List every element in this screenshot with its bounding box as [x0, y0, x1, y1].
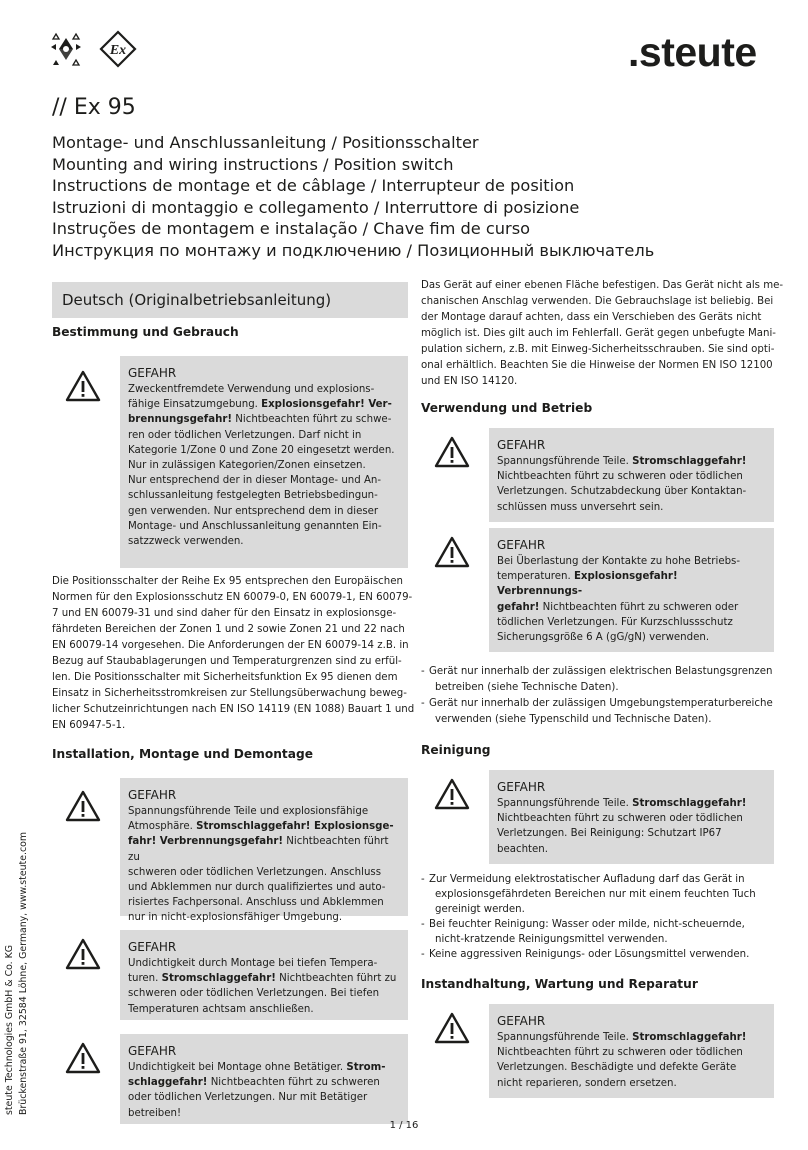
warning-text: turen.: [128, 973, 162, 985]
warning-content: [120, 930, 408, 1020]
warning-emphasis: Stromschlaggefahr!: [632, 798, 747, 809]
warning-text: Nichtbeachten führt zu: [275, 973, 397, 985]
warning-text: Nichtbeachten führt zu schweren: [207, 1077, 380, 1089]
warning-text: schweren oder tödlichen Verletzungen. Anschluss: [128, 866, 382, 878]
warning-text: schweren oder tödlichen Verletzungen. Bei tiefen: [128, 988, 380, 1000]
title-de: Montage- und Anschlussanleitung / Positionsschalter: [52, 133, 479, 152]
warning-triangle-icon: [434, 1012, 470, 1044]
warning-text: gen verwenden. Nur entsprechend dem in dieser: [128, 505, 379, 517]
warning-title: GEFAHR: [128, 1044, 177, 1058]
body-text: und EN ISO 14120.: [421, 376, 518, 387]
body-text: möglich ist. Dies gilt auch im Fehlerfall. Gerät gegen unbefugte Mani-: [421, 328, 776, 339]
body-text: pulation sichern, z.B. mit Einweg-Sicherheitsschrauben. Sie sind opti-: [421, 344, 775, 355]
list-text: Keine aggressiven Reinigungs- oder Lösungsmittel verwenden.: [429, 949, 750, 960]
section-title-instandhaltung: Instandhaltung, Wartung und Reparatur: [421, 977, 698, 991]
warning-text: Montage- und Anschlussanleitung genannten Ein-: [128, 520, 382, 532]
svg-text:Ex: Ex: [109, 43, 127, 58]
warning-emphasis: schlaggefahr!: [128, 1077, 208, 1089]
body-text: EN 60079-14 vorgesehen. Die Anforderungen der EN 60079-14 z.B. in: [52, 640, 409, 651]
warning-text: und Abklemmen nur durch qualifiziertes und auto-: [128, 882, 386, 894]
company-address: Brückenstraße 91, 32584 Löhne, Germany, www.steute.com: [18, 832, 29, 1115]
section-title-bestimmung: Bestimmung und Gebrauch: [52, 325, 239, 339]
bullet-dash: -: [421, 949, 425, 960]
warning-text: Spannungsführende Teile.: [497, 798, 633, 809]
list-item: [421, 917, 774, 947]
body-text: 7 und EN 60079-31 und sind daher für den Einsatz in explosionsge-: [52, 608, 397, 619]
title-pt: Instruções de montagem e instalação / Chave fim de curso: [52, 219, 531, 239]
warning-text: Verletzungen. Schutzabdeckung über Kontaktan-: [497, 486, 747, 498]
warning-title: GEFAHR: [128, 940, 177, 954]
warning-content: [120, 356, 408, 568]
warning-text: beachten.: [497, 843, 548, 855]
warning-text: nur in nicht-explosionsfähiger Umgebung.: [128, 912, 343, 924]
list-text: explosionsgefährdeten Bereichen nur mit einem feuchten Tuch: [435, 889, 756, 900]
warning-title: GEFAHR: [497, 1014, 546, 1028]
warning-text: Zweckentfremdete Verwendung und explosions-: [128, 384, 375, 395]
warning-text: Nichtbeachten führt zu schweren oder: [539, 601, 739, 613]
body-text: Das Gerät auf einer ebenen Fläche befestigen. Das Gerät nicht als me-: [421, 280, 784, 291]
warning-box: [421, 428, 774, 522]
body-text: licher Schutzeinrichtungen nach EN ISO 14119 (EN 1088) Bauart 1 und: [52, 704, 415, 715]
warning-box: [52, 778, 408, 924]
warning-text: Sicherungsgröße 6 A (gG/gN) verwenden.: [497, 632, 710, 644]
list-text: Gerät nur innerhalb der zulässigen Umgebungstemperaturbereiche: [429, 698, 773, 709]
list-text: Bei feuchter Reinigung: Wasser oder milde, nicht-scheuernde,: [429, 919, 745, 930]
warning-emphasis: Strom-: [346, 1062, 386, 1073]
warning-emphasis: Stromschlaggefahr! Explosionsge-: [196, 821, 394, 833]
warning-emphasis: brennungsgefahr!: [128, 414, 233, 426]
bullet-dash: -: [421, 698, 425, 709]
warning-box: [421, 528, 774, 652]
warning-text: temperaturen.: [497, 571, 574, 583]
warning-content: [120, 778, 408, 924]
warning-text: ren oder tödlichen Verletzungen. Darf nicht in: [128, 429, 362, 441]
bullet-list: [421, 872, 774, 962]
warning-content: [489, 1004, 774, 1098]
bullet-list: [421, 664, 774, 728]
warning-text: Atmosphäre.: [128, 821, 197, 833]
warning-text: Temperaturen achtsam anschließen.: [128, 1003, 314, 1015]
bullet-dash: -: [421, 919, 425, 930]
warning-text: Nichtbeachten führt zu: [128, 836, 389, 863]
section-title-installation: Installation, Montage und Demontage: [52, 747, 313, 761]
warning-text: schlüssen muss unversehrt sein.: [497, 501, 664, 513]
warning-text: nicht reparieren, sondern ersetzen.: [497, 1077, 677, 1089]
company-name: steute Technologies GmbH & Co. KG: [4, 944, 15, 1115]
warning-emphasis: fahr! Verbrennungsgefahr!: [128, 836, 284, 848]
warning-content: [489, 528, 774, 652]
language-section-header: Deutsch (Originalbetriebsanleitung): [52, 282, 408, 318]
body-text: chanischen Anschlag verwenden. Die Gebrauchslage ist beliebig. Bei: [421, 296, 774, 307]
warning-text: Nichtbeachten führt zu schweren oder tödlichen: [497, 1047, 743, 1059]
warning-triangle-icon: [65, 790, 101, 822]
list-text: nicht-kratzende Reinigungsmittel verwenden.: [435, 934, 668, 945]
brand-logo: .steute: [628, 29, 757, 75]
list-item: [421, 872, 774, 917]
list-item: [421, 947, 774, 962]
warning-text: fähige Einsatzumgebung.: [128, 399, 262, 411]
warning-box: [421, 770, 774, 864]
warning-box: [52, 1034, 408, 1124]
header-icons: [48, 30, 140, 72]
warning-title: GEFAHR: [497, 538, 546, 552]
warning-text: Nichtbeachten führt zu schwe-: [232, 414, 392, 426]
body-text: fährdeten Bereichen der Zonen 1 und 2 sowie Zonen 21 und 22 nach: [52, 624, 405, 635]
title-it: Istruzioni di montaggio e collegamento / Interruttore di posizione: [52, 197, 580, 217]
body-paragraph: [52, 574, 415, 734]
warning-emphasis: gefahr!: [497, 601, 540, 613]
product-name: // Ex 95: [52, 95, 136, 120]
warning-triangle-icon: [65, 1042, 101, 1074]
warning-text: schlussanleitung festgelegten Betriebsbedingun-: [128, 490, 378, 502]
warning-title: GEFAHR: [128, 788, 177, 802]
warning-text: Undichtigkeit bei Montage ohne Betätiger.: [128, 1062, 347, 1073]
body-text: EN 60947-5-1.: [52, 720, 126, 731]
mounting-paragraph: [421, 278, 784, 390]
warning-text: Nichtbeachten führt zu schweren oder tödlichen: [497, 471, 743, 483]
warning-emphasis: Explosionsgefahr! Verbrennungs-: [497, 571, 678, 598]
warning-text: Spannungsführende Teile und explosionsfähige: [128, 806, 369, 817]
bullet-dash: -: [421, 874, 425, 885]
company-footer: [3, 832, 31, 1115]
warning-text: Nur in zulässigen Kategorien/Zonen einsetzen.: [128, 460, 366, 472]
warning-text: Kategorie 1/Zone 0 und Zone 20 eingesetzt werden.: [128, 444, 395, 456]
body-text: Bezug auf Staubablagerungen und Temperaturgrenzen sind zu erfül-: [52, 656, 402, 667]
warning-emphasis: Stromschlaggefahr!: [632, 1032, 747, 1043]
list-text: Gerät nur innerhalb der zulässigen elektrischen Belastungsgrenzen: [429, 666, 773, 677]
warning-text: Nichtbeachten führt zu schweren oder tödlichen: [497, 813, 743, 825]
title-en: Mounting and wiring instructions / Position switch: [52, 154, 454, 174]
section-title-verwendung: Verwendung und Betrieb: [421, 401, 593, 415]
warning-text: tödlichen Verletzungen. Für Kurzschlussschutz: [497, 616, 733, 628]
warning-box: [421, 1004, 774, 1098]
warning-triangle-icon: [434, 778, 470, 810]
list-text: Zur Vermeidung elektrostatischer Aufladung darf das Gerät in: [429, 874, 745, 885]
warning-text: Spannungsführende Teile.: [497, 1032, 633, 1043]
page-number: 1 / 16: [389, 1120, 419, 1131]
warning-text: Verletzungen. Beschädigte und defekte Geräte: [497, 1062, 737, 1074]
bullet-dash: -: [421, 666, 425, 677]
warning-text: Spannungsführende Teile.: [497, 456, 633, 467]
list-item: [421, 696, 774, 728]
warning-emphasis: Stromschlaggefahr!: [632, 456, 747, 467]
warning-title: GEFAHR: [497, 438, 546, 452]
ex-marking-icon: [98, 30, 138, 68]
left-column: [52, 282, 415, 1124]
warning-triangle-icon: [65, 370, 101, 402]
list-item: [421, 664, 774, 696]
warning-content: [489, 428, 774, 522]
body-text: len. Die Positionsschalter mit Sicherheitsfunktion Ex 95 dienen dem: [52, 672, 398, 683]
warning-emphasis: Stromschlaggefahr!: [161, 973, 276, 985]
body-text: der Montage darauf achten, dass ein Verschieben des Geräts nicht: [421, 312, 762, 323]
right-column: [421, 278, 784, 1098]
body-text: Die Positionsschalter der Reihe Ex 95 entsprechen den Europäischen: [52, 576, 403, 587]
warning-text: oder tödlichen Verletzungen. Nur mit Betätiger: [128, 1092, 368, 1104]
document-titles: [52, 132, 654, 262]
warning-text: Bei Überlastung der Kontakte zu hohe Betriebs-: [497, 556, 741, 567]
body-text: Einsatz in Sicherheitsstromkreisen zur Stellungsüberwachung beweg-: [52, 688, 407, 699]
warning-text: Nur entsprechend der in dieser Montage- und An-: [128, 475, 382, 487]
warning-text: Undichtigkeit durch Montage bei tiefen Tempera-: [128, 958, 378, 969]
warning-title: GEFAHR: [128, 366, 177, 380]
warning-text: Verletzungen. Bei Reinigung: Schutzart IP67: [497, 828, 722, 840]
warning-box: [52, 930, 408, 1020]
list-text: gereinigt werden.: [435, 904, 525, 915]
warning-title: GEFAHR: [497, 780, 546, 794]
warning-box: [52, 356, 408, 568]
warning-text: satzzweck verwenden.: [128, 536, 244, 548]
title-ru: Инструкция по монтажу и подключению / Позиционный выключатель: [52, 240, 655, 260]
warning-triangle-icon: [65, 938, 101, 970]
warning-content: [120, 1034, 408, 1124]
warning-text: risiertes Fachpersonal. Anschluss und Abklemmen: [128, 897, 384, 909]
warning-triangle-icon: [434, 536, 470, 568]
list-text: verwenden (siehe Typenschild und Technische Daten).: [435, 714, 712, 725]
section-title-reinigung: Reinigung: [421, 743, 491, 757]
title-fr: Instructions de montage et de câblage / Interrupteur de position: [52, 176, 575, 196]
body-text: onal erhältlich. Beachten Sie die Hinweise der Normen EN ISO 12100: [421, 360, 773, 371]
warning-triangle-icon: [434, 436, 470, 468]
warning-emphasis: Explosionsgefahr! Ver-: [261, 399, 392, 411]
body-text: Normen für den Explosionsschutz EN 60079-0, EN 60079-1, EN 60079-: [52, 592, 413, 603]
warning-content: [489, 770, 774, 864]
list-text: betreiben (siehe Technische Daten).: [435, 682, 619, 693]
warning-text: betreiben!: [128, 1107, 182, 1119]
